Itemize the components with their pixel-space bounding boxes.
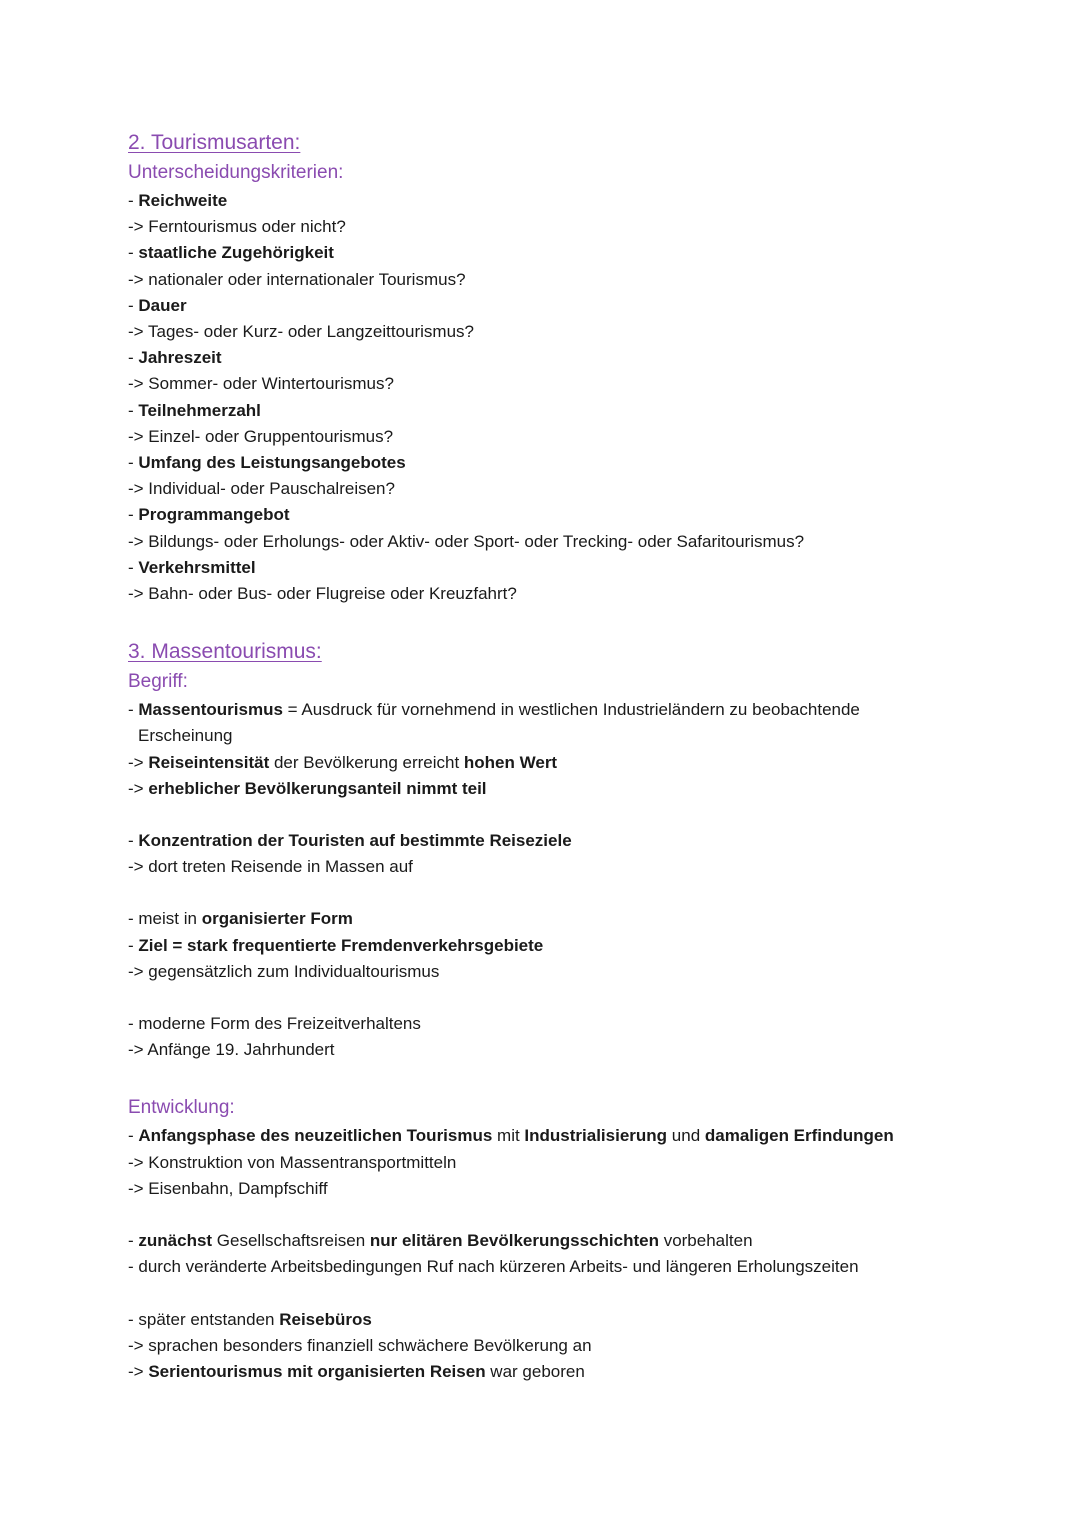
text-segment: -> Individual- oder Pauschalreisen? bbox=[128, 479, 395, 499]
text-line bbox=[128, 776, 1008, 802]
bold-text: Programmangebot bbox=[138, 505, 290, 525]
text-segment: -> Bahn- oder Bus- oder Flugreise oder Kreuzfahrt? bbox=[128, 584, 517, 604]
text-segment: - bbox=[128, 1126, 139, 1146]
bold-text: zunächst bbox=[138, 1231, 213, 1251]
text-line bbox=[128, 502, 1008, 528]
text-line bbox=[128, 1228, 1008, 1254]
bold-text: organisierter Form bbox=[201, 909, 353, 929]
section-3-title: 3. Massentourismus: bbox=[128, 640, 322, 664]
text-segment: -> Tages- oder Kurz- oder Langzeittourismus? bbox=[128, 322, 475, 342]
document-page bbox=[128, 128, 1008, 1385]
text-line bbox=[128, 723, 1008, 749]
text-line bbox=[128, 188, 1008, 214]
bold-text: nur elitären Bevölkerungsschichten bbox=[369, 1231, 659, 1251]
text-line bbox=[128, 214, 1008, 240]
text-block bbox=[128, 828, 1008, 880]
text-segment: -> gegensätzlich zum Individualtourismus bbox=[128, 961, 440, 981]
text-segment: -> bbox=[128, 752, 149, 772]
bold-text: Reichweite bbox=[138, 191, 228, 210]
text-line bbox=[128, 1307, 1008, 1333]
bold-text: damaligen Erfindungen bbox=[704, 1126, 894, 1146]
text-segment: - später entstanden bbox=[128, 1309, 280, 1329]
text-line bbox=[128, 1011, 1008, 1037]
text-segment: -> sprachen besonders finanziell schwächere Bevölkerung an bbox=[128, 1335, 592, 1355]
text-line bbox=[128, 750, 1008, 776]
text-line bbox=[128, 697, 1008, 723]
text-segment: war geboren bbox=[485, 1361, 585, 1381]
text-line bbox=[128, 267, 1008, 293]
bold-text: Serientourismus mit organisierten Reisen bbox=[148, 1361, 486, 1381]
bold-text: Verkehrsmittel bbox=[138, 557, 256, 577]
text-line bbox=[128, 345, 1008, 371]
text-line bbox=[128, 1176, 1008, 1202]
text-segment: und bbox=[667, 1126, 705, 1146]
begriff-subtitle: Begriff: bbox=[128, 671, 188, 693]
bold-text: staatliche Zugehörigkeit bbox=[138, 243, 334, 263]
text-line bbox=[128, 450, 1008, 476]
text-line bbox=[128, 906, 1008, 932]
text-block bbox=[128, 1307, 1008, 1386]
text-segment: - bbox=[128, 453, 139, 473]
text-line bbox=[128, 424, 1008, 450]
text-line bbox=[128, 529, 1008, 555]
bold-text: Jahreszeit bbox=[138, 348, 222, 368]
text-block bbox=[128, 1228, 1008, 1280]
text-segment: -> Konstruktion von Massentransportmitteln bbox=[128, 1152, 457, 1172]
text-line bbox=[128, 854, 1008, 880]
text-segment: - bbox=[128, 831, 139, 851]
text-line bbox=[128, 293, 1008, 319]
text-segment: - bbox=[128, 295, 139, 315]
text-segment: - bbox=[128, 935, 139, 955]
text-segment: der Bevölkerung erreicht bbox=[269, 752, 464, 772]
text-segment: -> Bildungs- oder Erholungs- oder Aktiv- oder Sport- oder Trecking- oder Safaritourismus? bbox=[128, 531, 805, 551]
text-block bbox=[128, 1011, 1008, 1063]
bold-text: Umfang des Leistungsangebotes bbox=[138, 453, 406, 473]
begriff-blocks bbox=[128, 697, 1008, 1063]
text-line bbox=[128, 555, 1008, 581]
text-segment: Erscheinung bbox=[138, 726, 233, 746]
bold-text: Ziel = stark frequentierte Fremdenverkehrsgebiete bbox=[138, 935, 544, 955]
text-segment: - bbox=[128, 505, 139, 525]
text-line bbox=[128, 581, 1008, 607]
bold-text: Teilnehmerzahl bbox=[138, 400, 261, 420]
text-segment: -> dort treten Reisende in Massen auf bbox=[128, 857, 413, 877]
text-line bbox=[128, 319, 1008, 345]
section-2-lines bbox=[128, 188, 1008, 607]
text-segment: - bbox=[128, 191, 139, 210]
text-segment: - bbox=[128, 700, 139, 720]
text-segment: - bbox=[128, 348, 139, 368]
text-segment: - bbox=[128, 400, 139, 420]
text-segment: - moderne Form des Freizeitverhaltens bbox=[128, 1014, 421, 1034]
text-segment: -> Anfänge 19. Jahrhundert bbox=[128, 1040, 335, 1060]
text-block bbox=[128, 697, 1008, 802]
text-segment: - bbox=[128, 557, 139, 577]
text-line bbox=[128, 476, 1008, 502]
text-block bbox=[128, 906, 1008, 985]
text-segment: vorbehalten bbox=[658, 1231, 753, 1251]
text-line bbox=[128, 1254, 1008, 1280]
text-segment: -> Eisenbahn, Dampfschiff bbox=[128, 1178, 328, 1198]
bold-text: Reiseintensität bbox=[148, 752, 270, 772]
bold-text: Anfangsphase des neuzeitlichen Tourismus bbox=[138, 1126, 493, 1146]
text-segment: -> bbox=[128, 778, 149, 798]
text-block bbox=[128, 1123, 1008, 1202]
bold-text: Dauer bbox=[138, 295, 187, 315]
text-line bbox=[128, 959, 1008, 985]
text-segment: = Ausdruck für vornehmend in westlichen Industrieländern zu beobachtende bbox=[282, 700, 860, 720]
text-segment: -> bbox=[128, 1361, 149, 1381]
text-line bbox=[128, 371, 1008, 397]
text-line bbox=[128, 398, 1008, 424]
text-segment: - meist in bbox=[128, 909, 202, 929]
bold-text: Massentourismus bbox=[138, 700, 283, 720]
text-segment: - durch veränderte Arbeitsbedingungen Ruf nach kürzeren Arbeits- und längeren Erholungszeiten bbox=[128, 1257, 859, 1277]
bold-text: erheblicher Bevölkerungsanteil nimmt teil bbox=[148, 778, 487, 798]
entwicklung-subtitle: Entwicklung: bbox=[128, 1097, 235, 1119]
section-2-title: 2. Tourismusarten: bbox=[128, 131, 301, 154]
bold-text: Konzentration der Touristen auf bestimmte Reiseziele bbox=[138, 831, 572, 851]
text-segment: Gesellschaftsreisen bbox=[212, 1231, 370, 1251]
text-line bbox=[128, 828, 1008, 854]
text-line bbox=[128, 1359, 1008, 1385]
text-segment: -> nationaler oder internationaler Tourismus? bbox=[128, 269, 466, 289]
text-line bbox=[128, 240, 1008, 266]
bold-text: Industrialisierung bbox=[524, 1126, 668, 1146]
text-segment: -> Einzel- oder Gruppentourismus? bbox=[128, 426, 394, 446]
bold-text: Reisebüros bbox=[279, 1309, 372, 1329]
text-segment: mit bbox=[492, 1126, 525, 1146]
text-line bbox=[128, 1333, 1008, 1359]
bold-text: hohen Wert bbox=[463, 752, 558, 772]
text-line bbox=[128, 1123, 1008, 1149]
text-segment: - bbox=[128, 243, 139, 263]
text-segment: -> Ferntourismus oder nicht? bbox=[128, 217, 346, 237]
text-line bbox=[128, 933, 1008, 959]
text-line bbox=[128, 1037, 1008, 1063]
text-line bbox=[128, 1150, 1008, 1176]
entwicklung-blocks bbox=[128, 1123, 1008, 1385]
section-2-subtitle: Unterscheidungskriterien: bbox=[128, 162, 344, 183]
text-segment: -> Sommer- oder Wintertourismus? bbox=[128, 374, 394, 394]
text-segment: - bbox=[128, 1231, 139, 1251]
